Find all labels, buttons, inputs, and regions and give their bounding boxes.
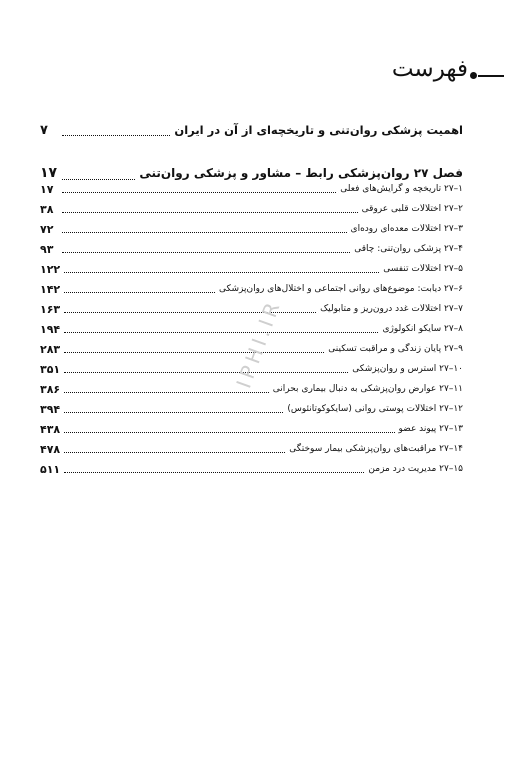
section-page: ۹۳	[40, 242, 54, 256]
watermark: IPHI.IR	[231, 295, 286, 392]
section-page: ۲۸۳	[40, 342, 61, 356]
leader-dots	[64, 411, 283, 413]
section-title: ۱۱–۲۷ عوارض روان‌پزشکی به دنبال بیماری بحرانی	[272, 384, 463, 394]
leader-dots	[62, 178, 135, 180]
section-title: ۱۳–۲۷ پیوند عضو	[398, 424, 463, 434]
toc-section-entry[interactable]	[40, 401, 463, 417]
section-page: ۱۹۴	[40, 322, 61, 336]
leader-dots	[62, 191, 336, 193]
leader-dots	[64, 291, 215, 293]
section-title: ۶–۲۷ دیابت: موضوع‌های روانی اجتماعی و اختلال‌های روان‌پزشکی	[219, 284, 463, 294]
page-title: فهرست	[391, 56, 468, 82]
leader-dots	[62, 211, 358, 213]
title-rule	[478, 75, 504, 77]
leader-dots	[64, 391, 269, 393]
section-title: ۱۴–۲۷ مراقبت‌های روان‌پزشکی بیمار سوختگی	[289, 444, 463, 454]
section-title: ۷–۲۷ اختلالات غدد درون‌ریز و متابولیک	[320, 304, 463, 314]
leader-dots	[64, 451, 285, 453]
title-bullet-icon	[470, 72, 477, 79]
chapter-page: ۱۷	[40, 165, 58, 181]
toc-section-entry[interactable]	[40, 281, 463, 297]
section-page: ۴۳۸	[40, 422, 61, 436]
section-title: ۴–۲۷ پزشکی روان‌تنی: چاقی	[354, 244, 463, 254]
toc-section-entry[interactable]	[40, 301, 463, 317]
toc-section-entry[interactable]	[40, 201, 463, 217]
section-page: ۳۵۱	[40, 362, 61, 376]
section-page: ۱۶۳	[40, 302, 61, 316]
section-title: ۹–۲۷ پایان زندگی و مراقبت تسکینی	[328, 344, 463, 354]
section-page: ۳۸۶	[40, 382, 61, 396]
section-title: ۳–۲۷ اختلالات معده‌ای روده‌ای	[350, 224, 463, 234]
leader-dots	[64, 271, 379, 273]
section-title: ۱۰–۲۷ استرس و روان‌پزشکی	[352, 364, 463, 374]
section-page: ۳۹۴	[40, 402, 61, 416]
section-title: ۱۲–۲۷ اختلالات پوستی روانی (سایکوکوتانئوس)	[287, 404, 463, 414]
section-page: ۱۷	[40, 182, 54, 196]
section-title: ۱–۲۷ تاریخچه و گرایش‌های فعلی	[340, 184, 463, 194]
intro-title: اهمیت پزشکی روان‌تنی و تاریخچه‌ای از آن در ایران	[174, 123, 463, 137]
leader-dots	[62, 251, 350, 253]
toc-section-entry[interactable]	[40, 461, 463, 477]
toc-section-entry[interactable]	[40, 261, 463, 277]
section-title: ۸–۲۷ سایکو انکولوژی	[382, 324, 463, 334]
leader-dots	[64, 351, 324, 353]
leader-dots	[64, 331, 378, 333]
toc-section-entry[interactable]	[40, 221, 463, 237]
section-page: ۷۲	[40, 222, 54, 236]
section-page: ۴۷۸	[40, 442, 61, 456]
toc-section-entry[interactable]	[40, 441, 463, 457]
chapter-title: فصل ۲۷ روان‌پزشکی رابط – مشاور و پزشکی روان‌تنی	[139, 166, 463, 180]
section-page: ۵۱۱	[40, 462, 61, 476]
leader-dots	[64, 431, 394, 433]
toc-intro-entry[interactable]	[40, 120, 463, 140]
toc-section-entry[interactable]	[40, 181, 463, 197]
section-page: ۱۲۲	[40, 262, 61, 276]
leader-dots	[62, 231, 347, 233]
section-title: ۵–۲۷ اختلالات تنفسی	[383, 264, 463, 274]
section-page: ۳۸	[40, 202, 54, 216]
section-title: ۱۵–۲۷ مدیریت درد مزمن	[368, 464, 463, 474]
toc-section-entry[interactable]	[40, 421, 463, 437]
leader-dots	[62, 134, 170, 136]
section-page: ۱۴۲	[40, 282, 61, 296]
leader-dots	[64, 371, 348, 373]
leader-dots	[64, 471, 364, 473]
section-title: ۲–۲۷ اختلالات قلبی عروقی	[361, 204, 463, 214]
toc-section-entry[interactable]	[40, 241, 463, 257]
intro-page: ۷	[40, 122, 48, 138]
